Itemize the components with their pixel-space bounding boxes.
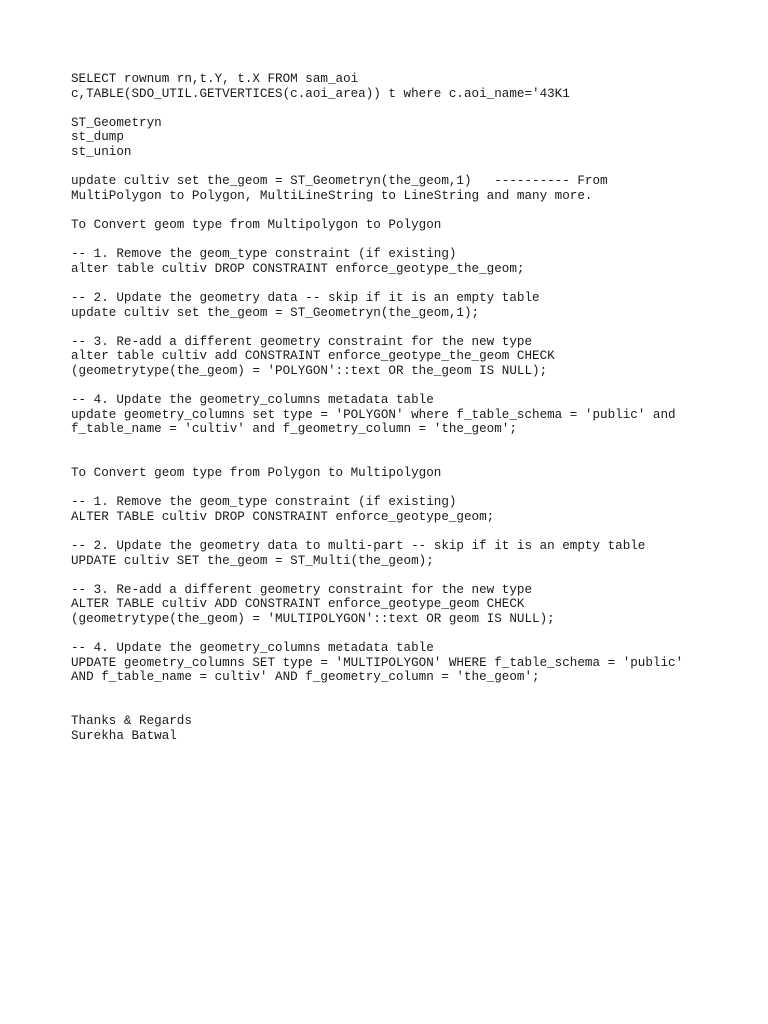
section1-step-1 <box>71 247 711 276</box>
code-line: UPDATE cultiv SET the_geom = ST_Multi(the_geom); <box>71 553 434 568</box>
function-list <box>71 116 711 160</box>
document-page <box>71 72 711 758</box>
step-comment: -- 3. Re-add a different geometry constraint for the new type <box>71 334 533 349</box>
code-line: update cultiv set the_geom = ST_Geometryn(the_geom,1) ---------- From <box>71 174 608 189</box>
function-name: ST_Geometryn <box>71 115 162 130</box>
code-line: f_table_name = 'cultiv' and f_geometry_column = 'the_geom'; <box>71 422 517 437</box>
function-name: st_dump <box>71 130 124 145</box>
code-line: AND f_table_name = cultiv' AND f_geometry_column = 'the_geom'; <box>71 670 540 685</box>
code-line: ALTER TABLE cultiv DROP CONSTRAINT enforce_geotype_geom; <box>71 509 495 524</box>
closing-text: Thanks & Regards <box>71 714 192 729</box>
code-line: SELECT rownum rn,t.Y, t.X FROM sam_aoi <box>71 72 359 86</box>
function-name: st_union <box>71 144 132 159</box>
code-line: (geometrytype(the_geom) = 'POLYGON'::text OR the_geom IS NULL); <box>71 363 548 378</box>
author-name: Surekha Batwal <box>71 728 177 743</box>
code-line: c,TABLE(SDO_UTIL.GETVERTICES(c.aoi_area)) t where c.aoi_name='43K1 <box>71 86 570 101</box>
code-line: MultiPolygon to Polygon, MultiLineString to LineString and many more. <box>71 188 593 203</box>
section-heading: To Convert geom type from Multipolygon to Polygon <box>71 217 442 232</box>
section1-step-2 <box>71 291 711 320</box>
signature <box>71 714 711 743</box>
code-line: UPDATE geometry_columns SET type = 'MULTIPOLYGON' WHERE f_table_schema = 'public' <box>71 655 684 670</box>
intro-query <box>71 72 711 101</box>
section1-step-3 <box>71 335 711 379</box>
step-comment: -- 2. Update the geometry data -- skip if it is an empty table <box>71 290 540 305</box>
section2-step-2 <box>71 539 711 568</box>
code-line: (geometrytype(the_geom) = 'MULTIPOLYGON'::text OR geom IS NULL); <box>71 611 555 626</box>
code-line: alter table cultiv add CONSTRAINT enforce_geotype_the_geom CHECK <box>71 349 555 364</box>
section2-step-4 <box>71 641 711 685</box>
code-line: alter table cultiv DROP CONSTRAINT enforce_geotype_the_geom; <box>71 261 525 276</box>
step-comment: -- 1. Remove the geom_type constraint (if existing) <box>71 495 457 510</box>
step-comment: -- 2. Update the geometry data to multi-part -- skip if it is an empty table <box>71 539 646 553</box>
section-heading: To Convert geom type from Polygon to Multipolygon <box>71 466 442 481</box>
section2-step-1 <box>71 495 711 524</box>
update-note <box>71 174 711 203</box>
code-line: ALTER TABLE cultiv ADD CONSTRAINT enforce_geotype_geom CHECK <box>71 597 525 612</box>
step-comment: -- 4. Update the geometry_columns metadata table <box>71 641 434 656</box>
step-comment: -- 4. Update the geometry_columns metadata table <box>71 393 434 408</box>
section-title <box>71 218 711 233</box>
code-line: update cultiv set the_geom = ST_Geometryn(the_geom,1); <box>71 305 480 320</box>
section1-step-4 <box>71 393 711 437</box>
step-comment: -- 1. Remove the geom_type constraint (if existing) <box>71 247 457 262</box>
spacer <box>71 700 711 715</box>
section2-step-3 <box>71 583 711 627</box>
code-line: update geometry_columns set type = 'POLYGON' where f_table_schema = 'public' and <box>71 407 676 422</box>
spacer <box>71 451 711 466</box>
section-title <box>71 466 711 481</box>
step-comment: -- 3. Re-add a different geometry constraint for the new type <box>71 582 533 597</box>
